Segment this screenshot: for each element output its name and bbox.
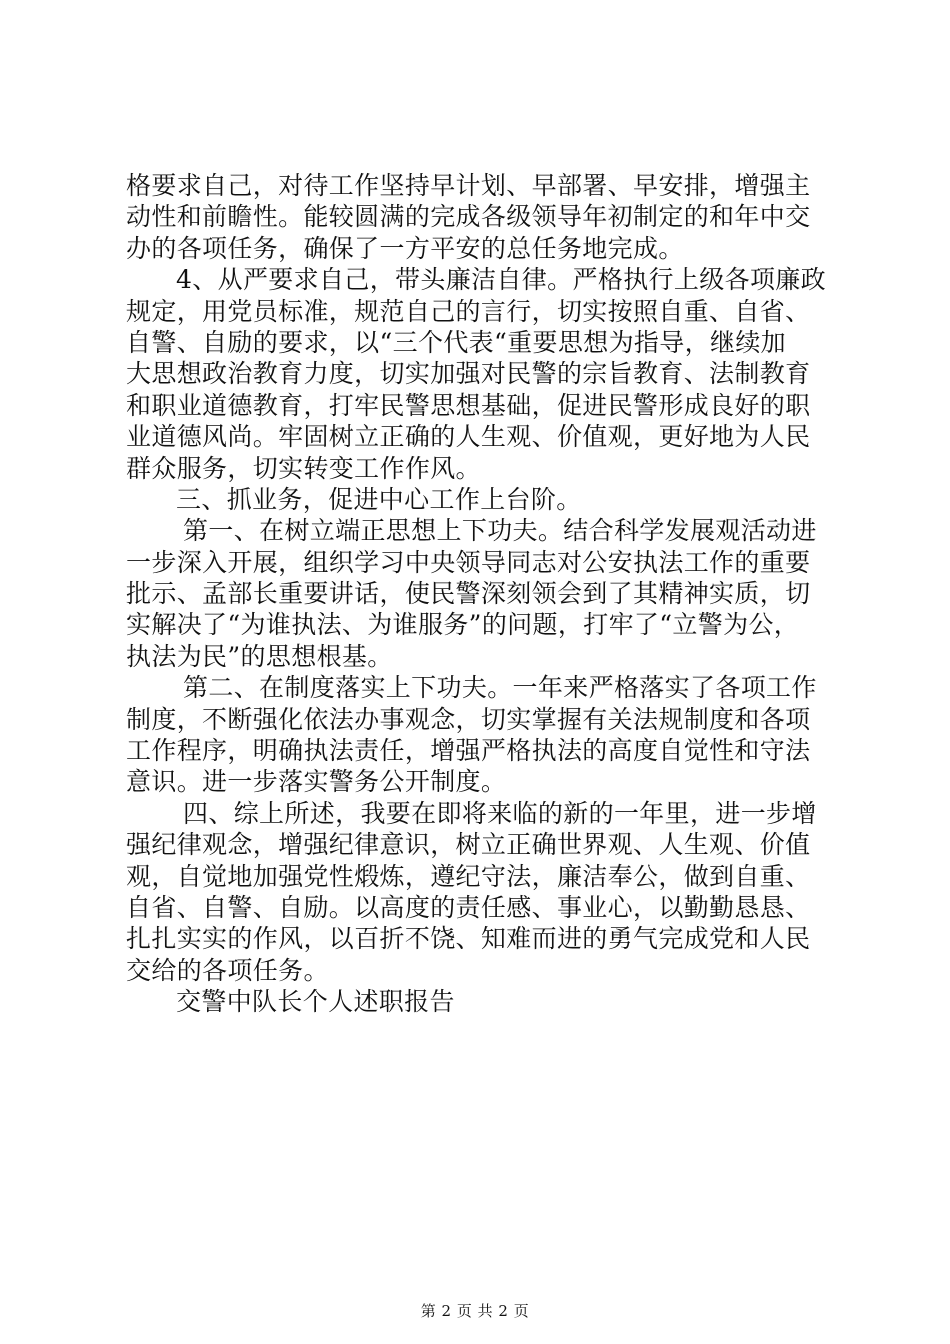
text-line: 执法为民”的思想根基。 <box>126 641 393 671</box>
text-line: 扎扎实实的作风，以百折不饶、知难而进的勇气完成党和人民 <box>126 924 811 954</box>
text-line: 群众服务，切实转变工作作风。 <box>126 453 481 483</box>
text-line: 规定，用党员标准，规范自己的言行，切实按照自重、自省、 <box>126 296 811 326</box>
text-line: 交给的各项任务。 <box>126 955 329 985</box>
text-line: 格要求自己，对待工作坚持早计划、早部署、早安排，增强主 <box>126 171 811 200</box>
text-line: 第一、在树立端正思想上下功夫。结合科学发展观活动进 <box>183 516 817 546</box>
text-line: 批示、孟部长重要讲话，使民警深刻领会到了其精神实质，切 <box>126 579 811 609</box>
text-line: 三、抓业务，促进中心工作上台阶。 <box>176 484 582 514</box>
text-line: 动性和前瞻性。能较圆满的完成各级领导年初制定的和年中交 <box>126 202 811 232</box>
text-line: 一步深入开展，组织学习中央领导同志对公安执法工作的重要 <box>126 547 811 577</box>
text-line: 办的各项任务，确保了一方平安的总任务地完成。 <box>126 233 684 263</box>
text-line: 交警中队长个人述职报告 <box>176 987 455 1017</box>
text-line: 和职业道德教育，打牢民警思想基础，促进民警形成良好的职 <box>126 390 811 420</box>
text-line: 第二、在制度落实上下功夫。一年来严格落实了各项工作 <box>183 673 817 703</box>
text-line: 制度，不断强化依法办事观念，切实掌握有关法规制度和各项 <box>126 704 811 734</box>
text-line: 工作程序，明确执法责任，增强严格执法的高度自觉性和守法 <box>126 736 811 766</box>
text-line: 4、从严要求自己，带头廉洁自律。严格执行上级各项廉政 <box>176 265 827 295</box>
document-body <box>126 170 838 1018</box>
text-line: 强纪律观念，增强纪律意识，树立正确世界观、人生观、价值 <box>126 830 811 860</box>
text-line: 大思想政治教育力度，切实加强对民警的宗旨教育、法制教育 <box>126 359 811 389</box>
text-line: 自警、自励的要求，以“三个代表“重要思想为指导，继续加 <box>126 327 787 357</box>
text-line: 业道德风尚。牢固树立正确的人生观、价值观，更好地为人民 <box>126 422 811 452</box>
text-line: 自省、自警、自励。以高度的责任感、事业心，以勤勤恳恳、 <box>126 892 811 922</box>
text-line: 实解决了“为谁执法、为谁服务”的问题，打牢了“立警为公， <box>126 610 800 640</box>
page-number-footer: 第 2 页 共 2 页 <box>420 1302 530 1320</box>
text-line: 观，自觉地加强党性煅炼，遵纪守法，廉洁奉公，做到自重、 <box>126 861 811 891</box>
text-line: 四、综上所述，我要在即将来临的新的一年里，进一步增 <box>183 798 817 828</box>
text-line: 意识。进一步落实警务公开制度。 <box>126 767 507 797</box>
